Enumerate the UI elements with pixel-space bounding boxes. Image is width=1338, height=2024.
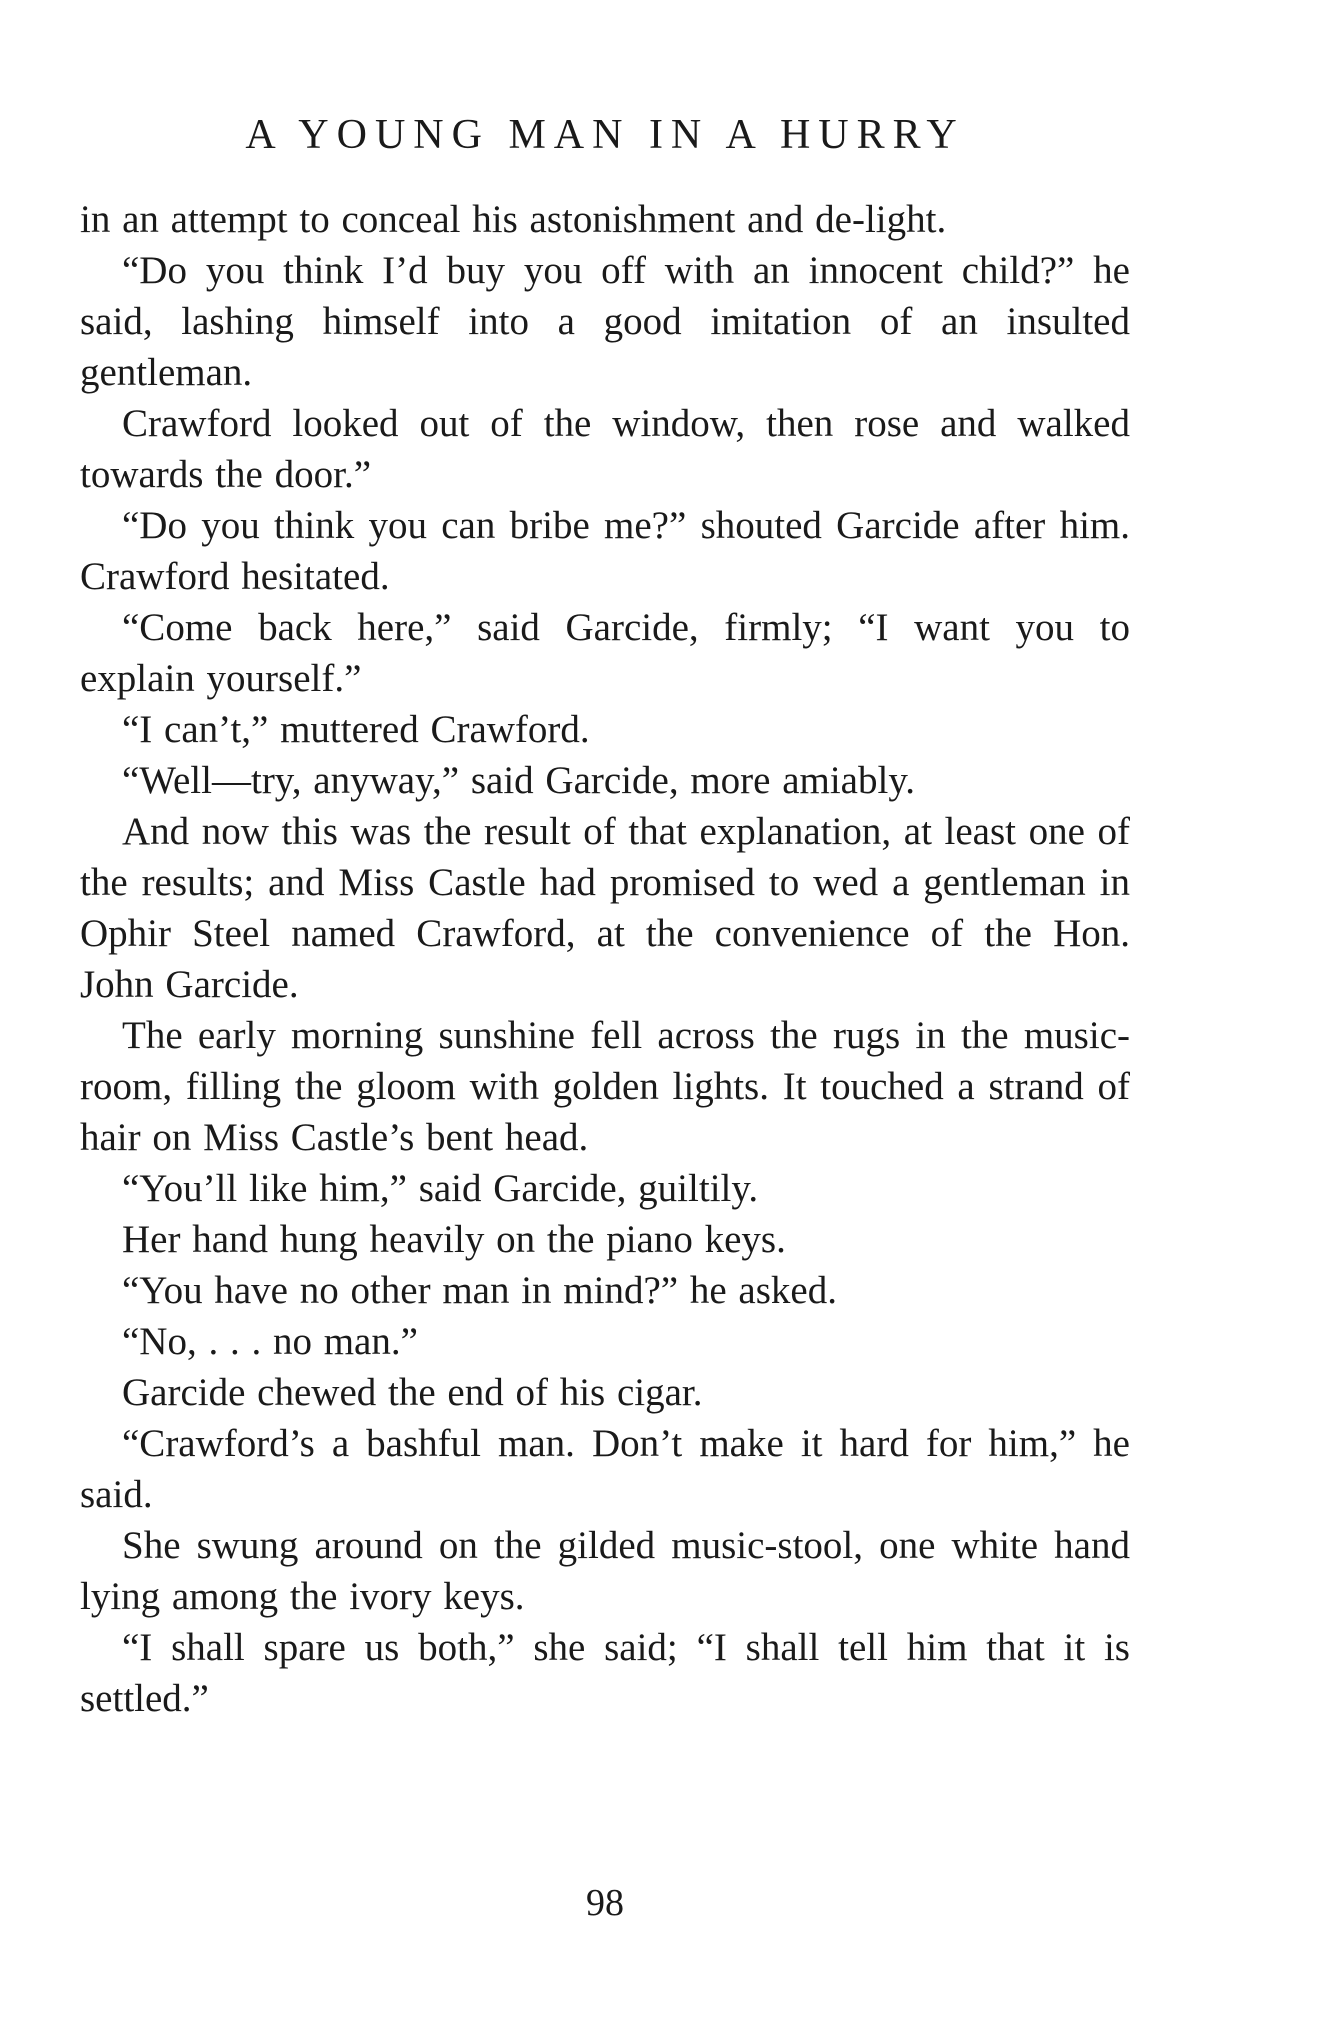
paragraph: “You have no other man in mind?” he asked. <box>122 1269 837 1312</box>
paragraph: “No, . . . no man.” <box>122 1320 418 1363</box>
paragraph: Her hand hung heavily on the piano keys. <box>122 1218 786 1261</box>
paragraph: The early morning sunshine fell across the rugs in the music-room, filling the gloom with golden lights. It touched a strand of hair on Miss Castle’s bent head. <box>80 1014 1130 1159</box>
paragraph: “Well—try, anyway,” said Garcide, more amiably. <box>122 759 916 802</box>
paragraph: “I can’t,” muttered Crawford. <box>122 708 590 751</box>
paragraph: in an attempt to conceal his astonishment and de-light. <box>80 198 947 241</box>
body-text <box>80 194 1130 1724</box>
paragraph: Crawford looked out of the window, then rose and walked towards the door.” <box>80 402 1130 496</box>
running-head: A YOUNG MAN IN A HURRY <box>245 112 965 158</box>
page-number: 98 <box>586 1882 624 1924</box>
paragraph: “Crawford’s a bashful man. Don’t make it hard for him,” he said. <box>80 1422 1130 1516</box>
paragraph: “You’ll like him,” said Garcide, guiltily. <box>122 1167 759 1210</box>
paragraph: “I shall spare us both,” she said; “I shall tell him that it is settled.” <box>80 1626 1130 1720</box>
paragraph: She swung around on the gilded music-stool, one white hand lying among the ivory keys. <box>80 1524 1130 1618</box>
paragraph: Garcide chewed the end of his cigar. <box>122 1371 703 1414</box>
paragraph: “Do you think I’d buy you off with an innocent child?” he said, lashing himself into a good imitation of an insulted gentleman. <box>80 249 1130 394</box>
paragraph: And now this was the result of that explanation, at least one of the results; and Miss Castle had promised to wed a gentleman in Ophir Steel named Crawford, at the convenience of the Hon. John Garcide. <box>80 810 1130 1006</box>
paragraph: “Come back here,” said Garcide, firmly; “I want you to explain yourself.” <box>80 606 1130 700</box>
paragraph: “Do you think you can bribe me?” shouted Garcide after him. Crawford hesitated. <box>80 504 1130 598</box>
